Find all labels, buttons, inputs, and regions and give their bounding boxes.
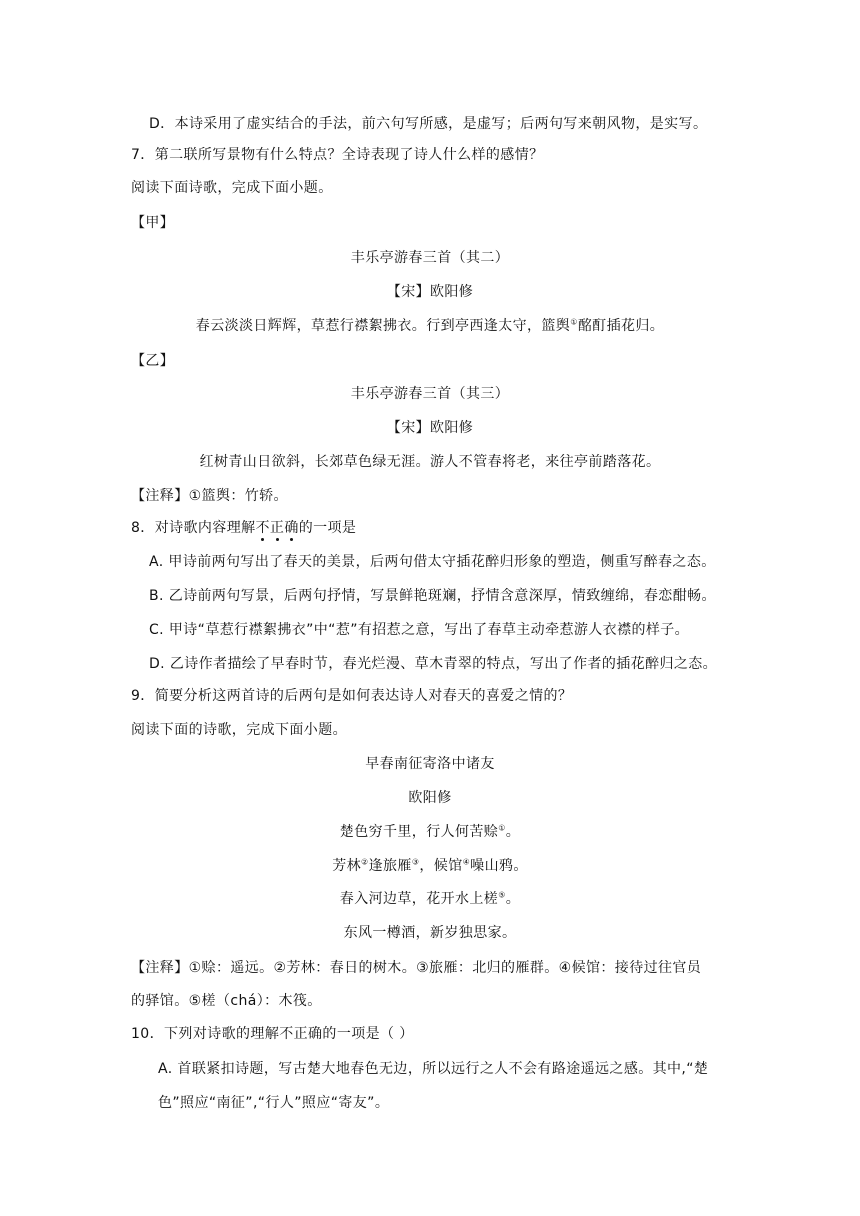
footnote-marker: ⑤: [498, 890, 506, 900]
q8-option-c: C. 甲诗“草惹行襟絮拂衣”中“惹”有招惹之意，写出了春草主动牵惹游人衣襟的样子。: [149, 622, 690, 638]
q8-option-d: D. 乙诗作者描绘了早春时节，春光烂漫、草木青翠的特点，写出了作者的插花醉归之态。: [149, 656, 718, 672]
footnote-marker: ①: [498, 823, 506, 833]
question-8-prefix: 8．对诗歌内容理解: [131, 520, 256, 536]
q8-option-a: A. 甲诗前两句写出了春天的美景，后两句借太守插花醉归形象的塑造，侧重写醉春之态。: [149, 554, 716, 570]
question-9: 9．简要分析这两首诗的后两句是如何表达诗人对春天的喜爱之情的？: [131, 688, 573, 704]
poem-3-line-1: 楚色穷千里，行人何苦赊①。: [339, 823, 521, 840]
question-8-suffix: 的一项是: [298, 520, 357, 536]
poem-yi-author: 【宋】欧阳修: [386, 420, 474, 436]
q6-option-d: D．本诗采用了虚实结合的手法，前六句写所感，是虚写；后两句写来朝风物，是实写。: [149, 116, 708, 132]
annotation-2-line-1: 【注释】①赊：遥远。②芳林：春日的树木。③旅雁：北归的雁群。④候馆：接待过往官员: [131, 960, 702, 976]
q8-option-b: B. 乙诗前两句写景，后两句抒情，写景鲜艳斑斓，抒情含意深厚，情致缠绵，春恋酣畅。: [149, 588, 716, 604]
question-8: [131, 518, 356, 538]
q10-option-a-line-2: 色”照应“南征”,“行人”照应“寄友”。: [158, 1095, 390, 1111]
poem-yi-label: 【乙】: [131, 353, 175, 369]
poem-yi-title: 丰乐亭游春三首（其三）: [350, 386, 510, 402]
poem-jia-title: 丰乐亭游春三首（其二）: [350, 250, 510, 266]
q10-option-a-line-1: A. 首联紧扣诗题，写古楚大地春色无边，所以远行之人不会有路途遥远之感。其中,“楚: [158, 1061, 709, 1077]
poem-3-line-2: 芳林②逢旅雁③，候馆④噪山鸦。: [332, 857, 528, 874]
question-7: 7．第二联所写景物有什么特点？全诗表现了诗人什么样的感情？: [131, 147, 544, 163]
annotation-2-line-2: 的驿馆。⑤槎（chá）：木筏。: [131, 993, 322, 1009]
poem-jia-label: 【甲】: [131, 215, 175, 231]
emphasis-char: 正: [269, 520, 285, 536]
poem-jia-line-a: 春云淡淡日辉辉，草惹行襟絮拂衣。行到亭西逢太守，篮舆: [195, 318, 571, 334]
poem-3-title: 早春南征寄洛中诸友: [365, 756, 495, 772]
poem-3-line-4: 东风一樽酒，新岁独思家。: [343, 925, 517, 941]
poem-3-author: 欧阳修: [408, 790, 452, 806]
annotation-1: 【注释】①篮舆：竹轿。: [131, 488, 288, 504]
poem-yi-text: 红树青山日欲斜，长郊草色绿无涯。游人不管春将老，来往亭前踏落花。: [199, 454, 661, 470]
emphasis-char: 不: [255, 520, 270, 536]
reading-instruction: 阅读下面诗歌，完成下面小题。: [131, 180, 333, 196]
poem-jia-line-b: 酩酊插花归。: [577, 318, 665, 334]
question-10: 10．下列对诗歌的理解不正确的一项是（ ）: [131, 1026, 414, 1042]
footnote-marker: ④: [462, 857, 471, 867]
emphasis-char: 确: [284, 520, 299, 536]
poem-jia-author: 【宋】欧阳修: [386, 284, 474, 300]
footnote-marker: ①: [570, 317, 578, 327]
poem-jia-text: [0, 316, 860, 336]
poem-3-line-3: 春入河边草，花开水上槎⑤。: [339, 890, 521, 907]
footnote-marker: ②: [361, 857, 369, 867]
footnote-marker: ③: [411, 857, 420, 867]
reading-instruction-2: 阅读下面的诗歌，完成下面小题。: [131, 722, 347, 738]
